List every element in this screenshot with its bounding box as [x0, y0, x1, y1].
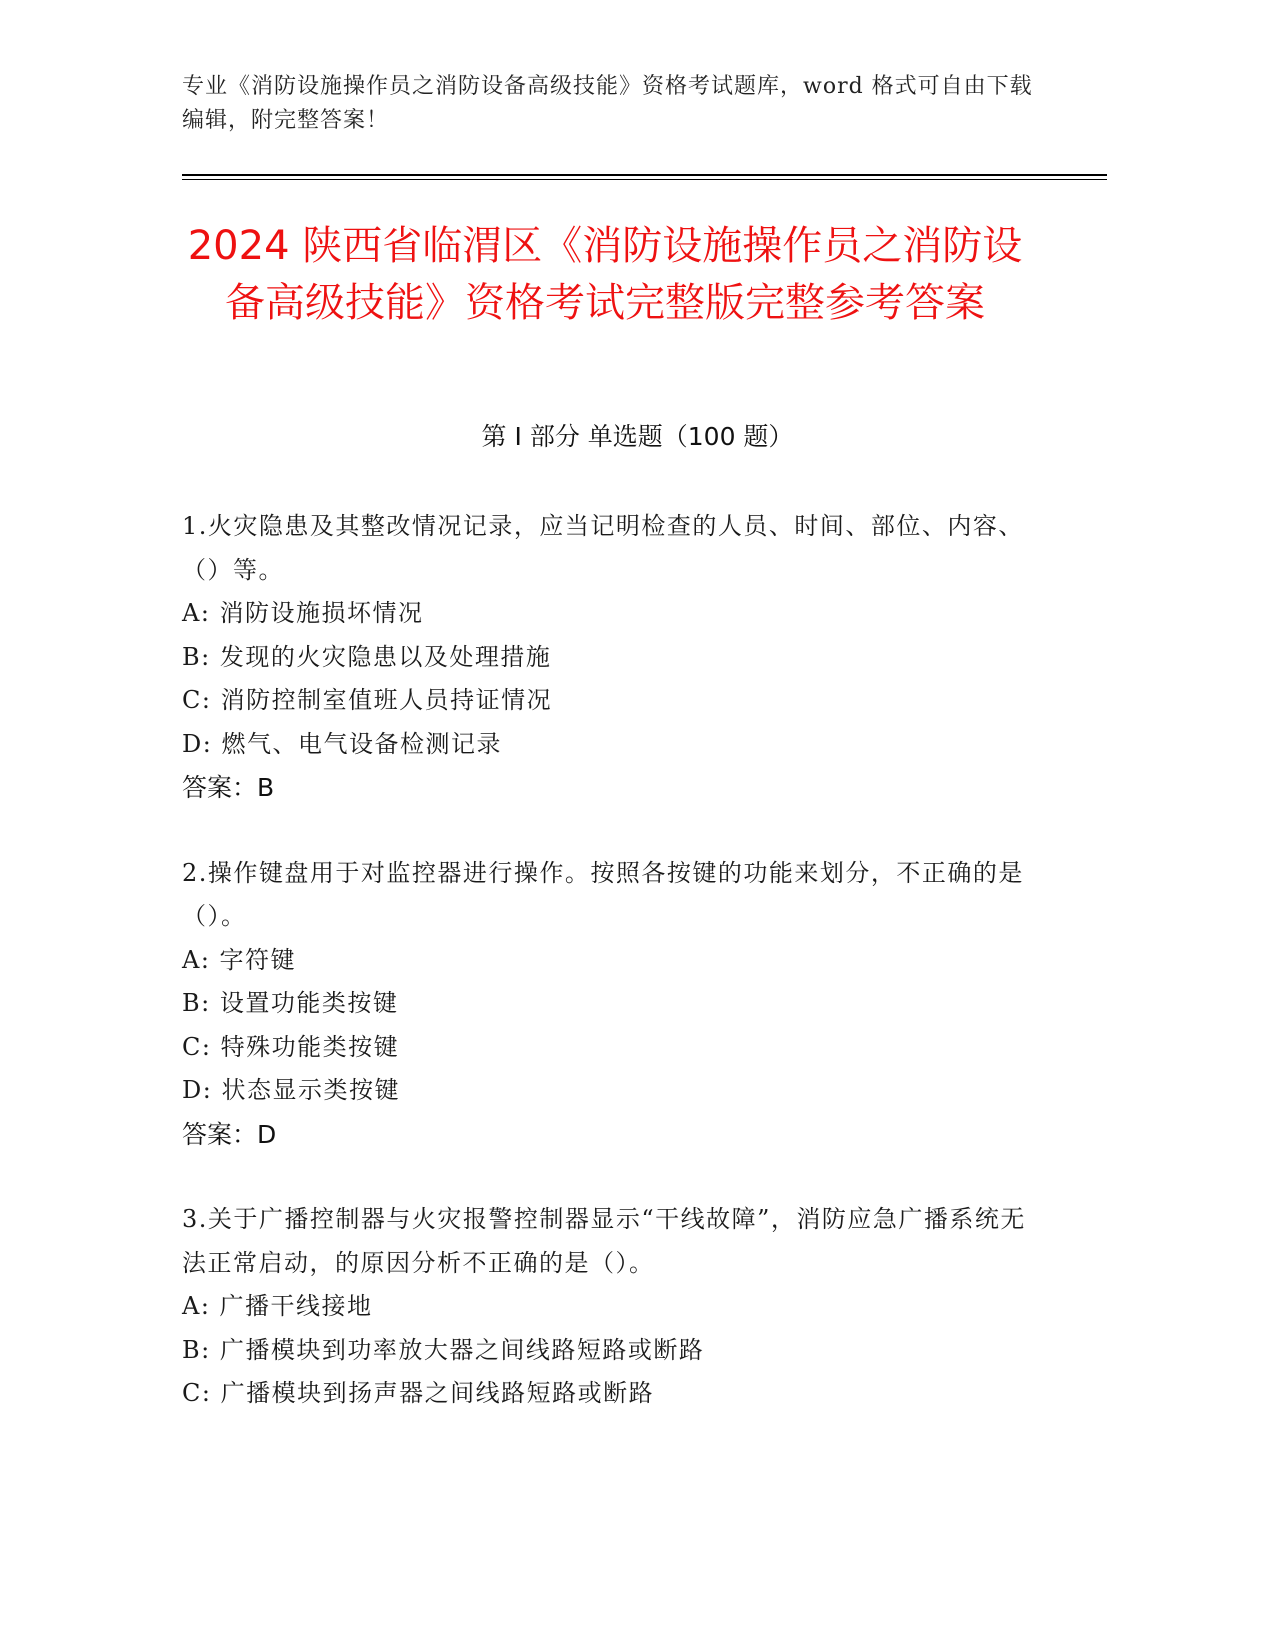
header-divider-thick: [182, 174, 1107, 176]
question-list: [182, 505, 1042, 1458]
option-b: B: 发现的火灾隐患以及处理措施: [182, 642, 552, 671]
option-b: B: 广播模块到功率放大器之间线路短路或断路: [182, 1335, 705, 1364]
question-stem: 2.操作键盘用于对监控器进行操作。按照各按键的功能来划分，不正确的是（）。: [182, 858, 1024, 930]
option-c: C: 消防控制室值班人员持证情况: [182, 686, 553, 714]
section-heading: 第 I 部分 单选题（100 题）: [481, 422, 794, 451]
question-1: [182, 505, 1042, 810]
option-d: D: 状态显示类按键: [182, 1076, 400, 1104]
option-a: A: 广播干线接地: [182, 1292, 373, 1320]
header-divider-thin: [182, 179, 1107, 180]
question-3: [182, 1198, 1042, 1416]
option-c: C: 广播模块到扬声器之间线路短路或断路: [182, 1379, 655, 1407]
answer-line: 答案：D: [182, 1119, 277, 1149]
option-b: B: 设置功能类按键: [182, 989, 399, 1017]
answer-line: 答案：B: [182, 773, 275, 802]
document-title: 2024 陕西省临渭区《消防设施操作员之消防设备高级技能》资格考试完整版完整参考答案: [187, 223, 1023, 326]
question-stem: 3.关于广播控制器与火灾报警控制器显示“干线故障”，消防应急广播系统无法正常启动，的原因分析不正确的是（）。: [182, 1205, 1026, 1277]
question-2: [182, 852, 1042, 1157]
option-d: D: 燃气、电气设备检测记录: [182, 729, 502, 758]
header-note: 专业《消防设施操作员之消防设备高级技能》资格考试题库，word 格式可自由下载编辑，附完整答案！: [182, 74, 1033, 133]
option-a: A: 字符键: [182, 945, 297, 974]
option-a: A: 消防设施损坏情况: [182, 599, 424, 627]
question-stem: 1.火灾隐患及其整改情况记录，应当记明检查的人员、时间、部位、内容、（）等。: [182, 512, 1024, 584]
option-c: C: 特殊功能类按键: [182, 1032, 400, 1061]
